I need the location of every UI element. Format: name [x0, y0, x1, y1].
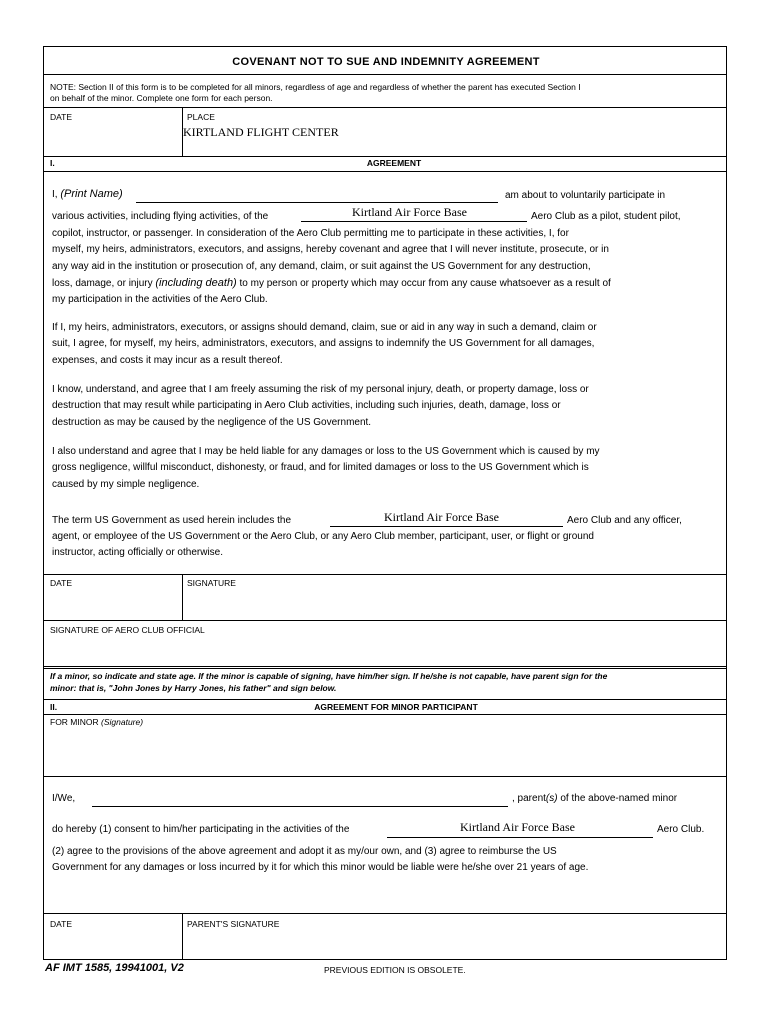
- official-signature-label: SIGNATURE OF AERO CLUB OFFICIAL: [50, 625, 205, 635]
- note-line-2: on behalf of the minor. Complete one form for each person.: [50, 93, 273, 103]
- date-label: DATE: [50, 112, 73, 122]
- minor-note-line-1: If a minor, so indicate and state age. If the minor is capable of signing, have him/her sign. If he/she is not capable, have parent sign for the: [50, 671, 608, 681]
- section-1-number: I.: [50, 158, 55, 168]
- place-label: PLACE: [187, 112, 215, 122]
- i-label: I, (Print Name): [52, 188, 123, 200]
- section-2-heading: AGREEMENT FOR MINOR PARTICIPANT: [314, 702, 478, 712]
- base-name-field-1[interactable]: Kirtland Air Force Base: [352, 205, 467, 219]
- note-line-1: NOTE: Section II of this form is to be completed for all minors, regardless of age and regardless of whether the parent has executed Section I: [50, 82, 581, 92]
- form-title: COVENANT NOT TO SUE AND INDEMNITY AGREEMENT: [232, 56, 540, 68]
- section-2-number: II.: [50, 702, 58, 712]
- parent-text: , parent(s) of the above-named minor: [512, 793, 678, 804]
- parent-name-field[interactable]: [92, 806, 508, 807]
- form-id: AF IMT 1585, 19941001, V2: [45, 962, 184, 974]
- parent-date-label: DATE: [50, 919, 73, 929]
- participate-text: am about to voluntarily participate in: [505, 190, 666, 201]
- term-text: The term US Government as used herein includes the: [52, 515, 292, 526]
- aero-club-role-text: Aero Club as a pilot, student pilot,: [531, 211, 681, 222]
- agreement-paragraph-5: agent, or employee of the US Government or the Aero Club, or any Aero Club member, participant, user, or flight or ground instructor, acting officially or otherwise.: [52, 531, 594, 559]
- agreement-paragraph-3: I know, understand, and agree that I am freely assuming the risk of my personal injury, death, or property damage, loss or destruction that may result while participating in Aero Club activities, including such injuries, death, damage, loss or destruction as may be caused by the negligence of the US Government.: [52, 384, 589, 428]
- minor-note-line-2: minor: that is, "John Jones by Harry Jones, his father" and sign below.: [50, 683, 337, 693]
- parent-signature-label: PARENT'S SIGNATURE: [187, 919, 280, 929]
- agreement-paragraph-2: If I, my heirs, administrators, executors, or assigns should demand, claim, sue or aid in any way in such a demand, claim or suit, I agree, for myself, my heirs, administrators, executors, and assigns to indemnify the US Government for all damages, expenses, and costs it may incur as a result thereof.: [52, 322, 597, 366]
- previous-edition-note: PREVIOUS EDITION IS OBSOLETE.: [324, 965, 466, 975]
- print-name-field[interactable]: [136, 202, 498, 203]
- signature-date-label: DATE: [50, 578, 73, 588]
- agreement-paragraph-1: copilot, instructor, or passenger. In consideration of the Aero Club permitting me to participate in these activities, I, for myself, my heirs, administrators, executors, and assigns, hereby covenant and agree that I will never institute, prosecute, or in any way aid in the institution or prosecution of, any demand, claim, or suit against the US Government for any destruction, loss, damage, or injury (including death) to my person or property which may occur from any cause whatsoever as a result of my participation in the activities of the Aero Club.: [52, 228, 611, 306]
- for-minor-label: FOR MINOR (Signature): [50, 717, 144, 727]
- base-name-field-2[interactable]: Kirtland Air Force Base: [384, 510, 499, 524]
- minor-agreement-paragraph: (2) agree to the provisions of the above agreement and adopt it as my/our own, and (3) agree to reimburse the US Government for any damages or loss incurred by it for which this minor would be liable were he/she over 21 years of age.: [52, 846, 589, 874]
- base-name-field-3[interactable]: Kirtland Air Force Base: [460, 820, 575, 834]
- signature-label: SIGNATURE: [187, 578, 236, 588]
- place-field[interactable]: KIRTLAND FLIGHT CENTER: [183, 125, 339, 139]
- activities-text: various activities, including flying activities, of the: [52, 211, 269, 222]
- iwe-label: I/We,: [52, 793, 76, 804]
- consent-text: do hereby (1) consent to him/her participating in the activities of the: [52, 824, 350, 835]
- agreement-paragraph-4: I also understand and agree that I may be held liable for any damages or loss to the US Government which is caused by my gross negligence, willful misconduct, dishonesty, or fraud, and for limited damages or loss to the US Government which is caused by my simple negligence.: [52, 446, 600, 490]
- aero-club-officer-text: Aero Club and any officer,: [567, 515, 682, 526]
- aero-club-text: Aero Club.: [657, 824, 705, 835]
- form-body: [43, 46, 727, 960]
- section-1-heading: AGREEMENT: [366, 158, 422, 168]
